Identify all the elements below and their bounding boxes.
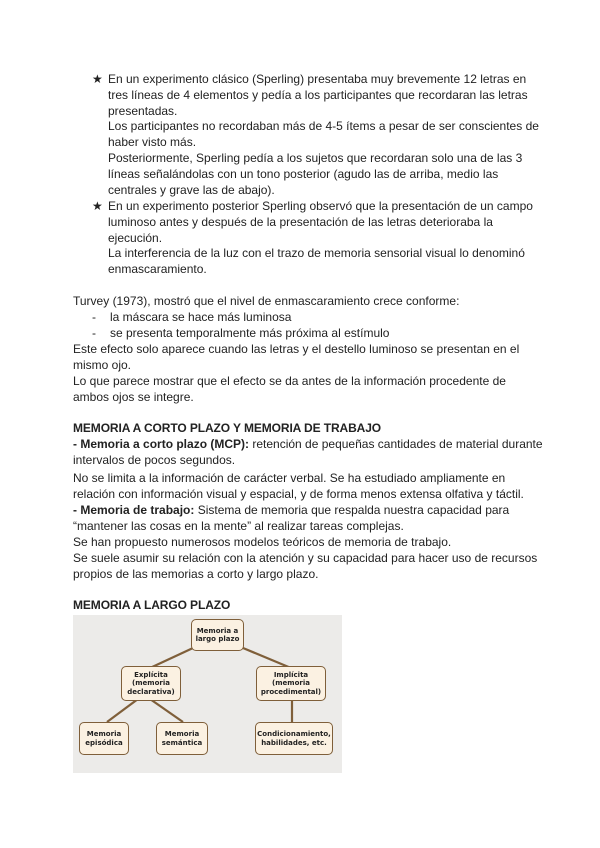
- connector-line: [150, 699, 183, 722]
- connector-line: [243, 648, 291, 668]
- paragraph-working-memory: [73, 503, 543, 535]
- paragraph: No se limita a la información de carácter verbal. Se ha estudiado ampliamente en relación con información visual y espacial, y de forma menos extensa olfativa y táctil.: [73, 471, 524, 501]
- diagram-node-explicit: Explícita (memoria declarativa): [121, 666, 181, 701]
- term-mcp: - Memoria a corto plazo (MCP):: [73, 437, 250, 451]
- diagram-node-root: Memoria a largo plazo: [191, 619, 244, 651]
- paragraph: Posteriormente, Sperling pedía a los sujetos que recordaran solo una de las 3 líneas señalándolas con un tono posterior (agudo las de arriba, medio las centrales y grave las de abajo).: [108, 150, 523, 197]
- paragraph: La interferencia de la luz con el trazo de memoria sensorial visual lo denominó enmascaramiento.: [108, 246, 525, 277]
- connector-line: [150, 648, 193, 668]
- diagram-node-semantic: Memoria semántica: [156, 722, 208, 755]
- star-icon: ★: [92, 199, 103, 213]
- paragraph: En un experimento posterior Sperling observó que la presentación de un campo luminoso antes y después de la presentación de las letras deterioraba la ejecución.: [108, 199, 533, 245]
- paragraph: En un experimento clásico (Sperling) presentaba muy brevemente 12 letras en tres líneas de 4 elementos y pedía a los participantes que recordaran las letras presentadas.: [108, 72, 528, 118]
- bullet-body: [108, 199, 548, 278]
- list-item-text: la máscara se hace más luminosa: [110, 310, 292, 324]
- list-item-text: se presenta temporalmente más próxima al estímulo: [110, 326, 390, 340]
- paragraph: Se han propuesto numerosos modelos teóricos de memoria de trabajo.: [73, 535, 452, 549]
- bullet-body: [108, 72, 548, 198]
- long-term-memory-diagram: [73, 615, 342, 773]
- paragraph: Lo que parece mostrar que el efecto se da antes de la información procedente de ambos ojos se integre.: [73, 374, 506, 404]
- paragraph: Los participantes no recordaban más de 4-5 ítems a pesar de ser conscientes de haber visto más.: [108, 119, 539, 150]
- dash-bullet: -: [92, 326, 96, 340]
- diagram-node-conditioning: Condicionamiento, habilidades, etc.: [255, 722, 333, 755]
- paragraph: Este efecto solo aparece cuando las letras y el destello luminoso se presentan en el mismo ojo.: [73, 342, 520, 372]
- paragraph-mcp: [73, 437, 543, 469]
- definition-working-memory: Sistema de memoria que respalda nuestra capacidad para “mantener las cosas en la mente” al realizar tareas complejas.: [73, 503, 510, 533]
- turvey-intro: Turvey (1973), mostró que el nivel de enmascaramiento crece conforme:: [73, 294, 460, 308]
- term-working-memory: - Memoria de trabajo:: [73, 503, 195, 517]
- connector-line: [107, 699, 138, 722]
- dash-bullet: -: [92, 310, 96, 324]
- paragraph: Se suele asumir su relación con la atención y su capacidad para hacer uso de recursos propios de las memorias a corto y largo plazo.: [73, 551, 538, 581]
- definition-mcp: retención de pequeñas cantidades de material durante intervalos de pocos segundos.: [73, 437, 543, 467]
- diagram-node-implicit: Implícita (memoria procedimental): [256, 666, 326, 701]
- diagram-node-episodic: Memoria episódica: [79, 722, 129, 755]
- star-icon: ★: [92, 72, 103, 86]
- section-heading-long-term: MEMORIA A LARGO PLAZO: [73, 598, 231, 612]
- section-heading-short-term: MEMORIA A CORTO PLAZO Y MEMORIA DE TRABAJO: [73, 421, 382, 435]
